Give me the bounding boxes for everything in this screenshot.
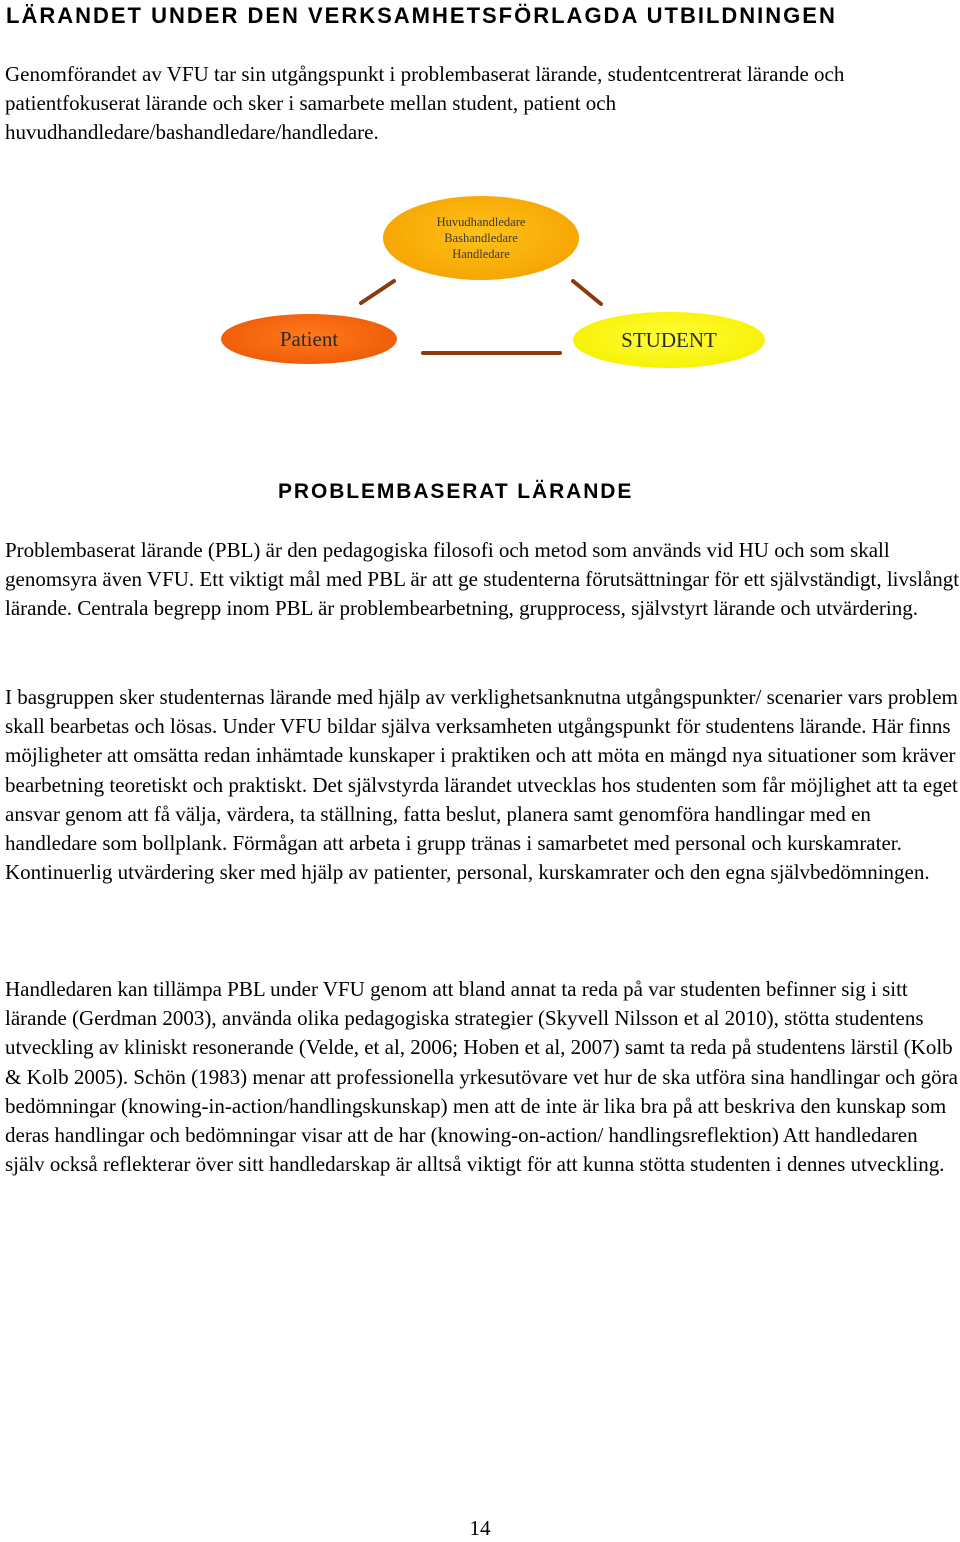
pbl-triangle-diagram <box>0 190 960 390</box>
page-number: 14 <box>469 1516 491 1540</box>
handledare-paragraph: Handledaren kan tillämpa PBL under VFU genom att bland annat ta reda på var studenten befinner sig i sitt lärande (Gerdman 2003), använda olika pedagogiska strategier (Skyvell Nilsson et al 2010), stötta studentens utveckling av kliniskt resonerande (Velde, et al, 2006; Hoben et al, 2007) samt ta reda på studentens lärstil (Kolb & Kolb 2005). Schön (1983) menar att professionella yrkesutövare vet hur de ska utföra sina handlingar och göra bedömningar (knowing-in-action/handlingskunskap) men att de inte är lika bra på att beskriva den kunskap som deras handlingar och bedömningar visar att de har (knowing-on-action/ handlingsreflektion) Att handledaren själv också reflekterar över sitt handledarskap är alltså viktigt för att kunna stötta studenten i dennes utveckling. <box>5 977 958 1177</box>
section-heading-pbl: PROBLEMBASERAT LÄRANDE <box>278 480 634 503</box>
intro-paragraph: Genomförandet av VFU tar sin utgångspunkt i problembaserat lärande, studentcentrerat lärande och patientfokuserat lärande och sker i samarbete mellan student, patient och huvudhandledare/bashandledare/handledare. <box>5 62 845 145</box>
basgrupp-paragraph: I basgruppen sker studenternas lärande med hjälp av verklighetsanknutna utgångspunkter/ scenarier vars problem skall bearbetas och lösas. Under VFU bildar själva verksamheten utgångspunkt för studentens lärande. Här finns möjligheter att omsätta redan inhämtade kunskaper i praktiken och att möta en mängd nya situationer som kräver bearbetning teoretiskt och praktiskt. Det självstyrda lärandet utvecklas hos studenten som får möjlighet att ta eget ansvar genom att få välja, värdera, ta ställning, fatta beslut, planera samt genomföra handlingar med en handledare som bollplank. Förmågan att arbeta i grupp tränas i samarbetet med personal och kurskamrater. Kontinuerlig utvärdering sker med hjälp av patienter, personal, kurskamrater och den egna självbedömningen. <box>5 685 958 885</box>
node-patient <box>221 314 397 364</box>
section-heading-vfu: LÄRANDET UNDER DEN VERKSAMHETSFÖRLAGDA UTBILDNINGEN <box>6 3 837 28</box>
pbl-paragraph: Problembaserat lärande (PBL) är den pedagogiska filosofi och metod som används vid HU och som skall genomsyra även VFU. Ett viktigt mål med PBL är att ge studenterna förutsättningar för ett självständigt, livslångt lärande. Centrala begrepp inom PBL är problembearbetning, grupprocess, självstyrt lärande och utvärdering. <box>5 538 960 621</box>
connector-handledare-student <box>573 281 601 304</box>
node-handledare-line-3: Handledare <box>452 247 510 261</box>
node-handledare-line-1: Huvudhandledare <box>436 215 526 229</box>
connector-handledare-patient <box>361 281 394 303</box>
node-handledare <box>383 196 579 280</box>
node-handledare-line-2: Bashandledare <box>444 231 518 245</box>
node-student <box>573 312 765 368</box>
node-student-label: STUDENT <box>621 327 717 352</box>
node-patient-label: Patient <box>279 326 339 351</box>
